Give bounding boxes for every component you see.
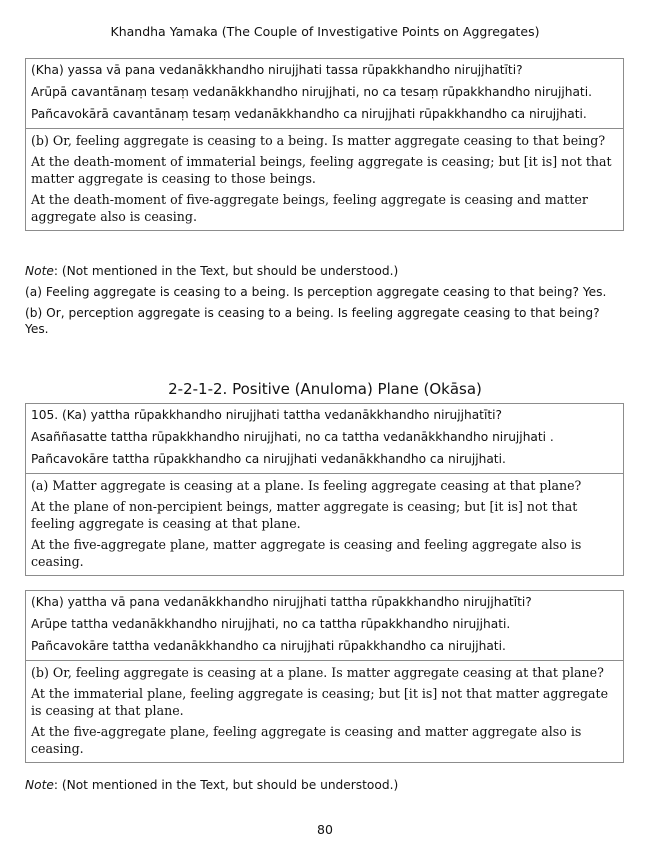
text-box-kha-plane [25, 590, 624, 763]
pali-line: Pañcavokārā cavantānaṃ tesaṃ vedanākkhandho ca nirujjhati rūpakkhandho ca nirujjhati. [31, 107, 587, 121]
page-header: Khandha Yamaka (The Couple of Investigative Points on Aggregates) [110, 24, 540, 39]
note-label: Note [25, 264, 54, 278]
pali-line: 105. (Ka) yattha rūpakkhandho nirujjhati tattha vedanākkhandho nirujjhatīti? [31, 408, 502, 422]
text-box-kha-being [25, 58, 624, 231]
pali-line: Arūpe tattha vedanākkhandho nirujjhati, no ca tattha rūpakkhandho nirujjhati. [31, 617, 511, 631]
note-text: : (Not mentioned in the Text, but should be understood.) [53, 264, 399, 278]
english-section [26, 473, 623, 575]
english-section [26, 660, 623, 762]
english-line: At the five-aggregate plane, matter aggregate is ceasing and feeling aggregate also is ceasing. [31, 537, 582, 569]
english-line: (a) Matter aggregate is ceasing at a plane. Is feeling aggregate ceasing at that plane? [31, 478, 582, 493]
pali-line: (Kha) yassa vā pana vedanākkhandho nirujjhati tassa rūpakkhandho nirujjhatīti? [31, 63, 523, 77]
note-heading [25, 263, 625, 279]
english-line: At the death-moment of immaterial beings, feeling aggregate is ceasing; but [it is] not that matter aggregate is ceasing to those beings. [31, 154, 612, 186]
note-block [25, 263, 625, 342]
pali-line: Pañcavokāre tattha vedanākkhandho ca nirujjhati rūpakkhandho ca nirujjhati. [31, 639, 506, 653]
section-heading: 2-2-1-2. Positive (Anuloma) Plane (Okāsa) [168, 380, 482, 398]
english-line: At the death-moment of five-aggregate beings, feeling aggregate is ceasing and matter aggregate also is ceasing. [31, 192, 588, 224]
pali-line: Pañcavokāre tattha rūpakkhandho ca nirujjhati vedanākkhandho ca nirujjhati. [31, 452, 506, 466]
english-line: (b) Or, feeling aggregate is ceasing to a being. Is matter aggregate ceasing to that being? [31, 133, 606, 148]
english-line: At the five-aggregate plane, feeling aggregate is ceasing and matter aggregate also is ceasing. [31, 724, 582, 756]
note-block [25, 777, 625, 798]
text-box-ka-plane [25, 403, 624, 576]
note-line: (a) Feeling aggregate is ceasing to a being. Is perception aggregate ceasing to that being? Yes. [25, 285, 607, 299]
english-line: At the plane of non-percipient beings, matter aggregate is ceasing; but [it is] not that feeling aggregate is ceasing at that plane. [31, 499, 578, 531]
note-heading [25, 777, 625, 793]
page-number: 80 [317, 822, 333, 837]
english-line: (b) Or, feeling aggregate is ceasing at a plane. Is matter aggregate ceasing at that plane? [31, 665, 604, 680]
pali-section [26, 404, 623, 473]
english-line: At the immaterial plane, feeling aggregate is ceasing; but [it is] not that matter aggregate is ceasing at that plane. [31, 686, 609, 718]
pali-line: (Kha) yattha vā pana vedanākkhandho nirujjhati tattha rūpakkhandho nirujjhatīti? [31, 595, 532, 609]
note-label: Note [25, 778, 54, 792]
english-section [26, 128, 623, 230]
pali-line: Asaññasatte tattha rūpakkhandho nirujjhati, no ca tattha vedanākkhandho nirujjhati . [31, 430, 554, 444]
note-line: (b) Or, perception aggregate is ceasing to a being. Is feeling aggregate ceasing to that being? Yes. [25, 306, 600, 336]
pali-section [26, 591, 623, 660]
pali-line: Arūpā cavantānaṃ tesaṃ vedanākkhandho nirujjhati, no ca tesaṃ rūpakkhandho nirujjhati. [31, 85, 592, 99]
note-text: : (Not mentioned in the Text, but should be understood.) [53, 778, 399, 792]
pali-section [26, 59, 623, 128]
